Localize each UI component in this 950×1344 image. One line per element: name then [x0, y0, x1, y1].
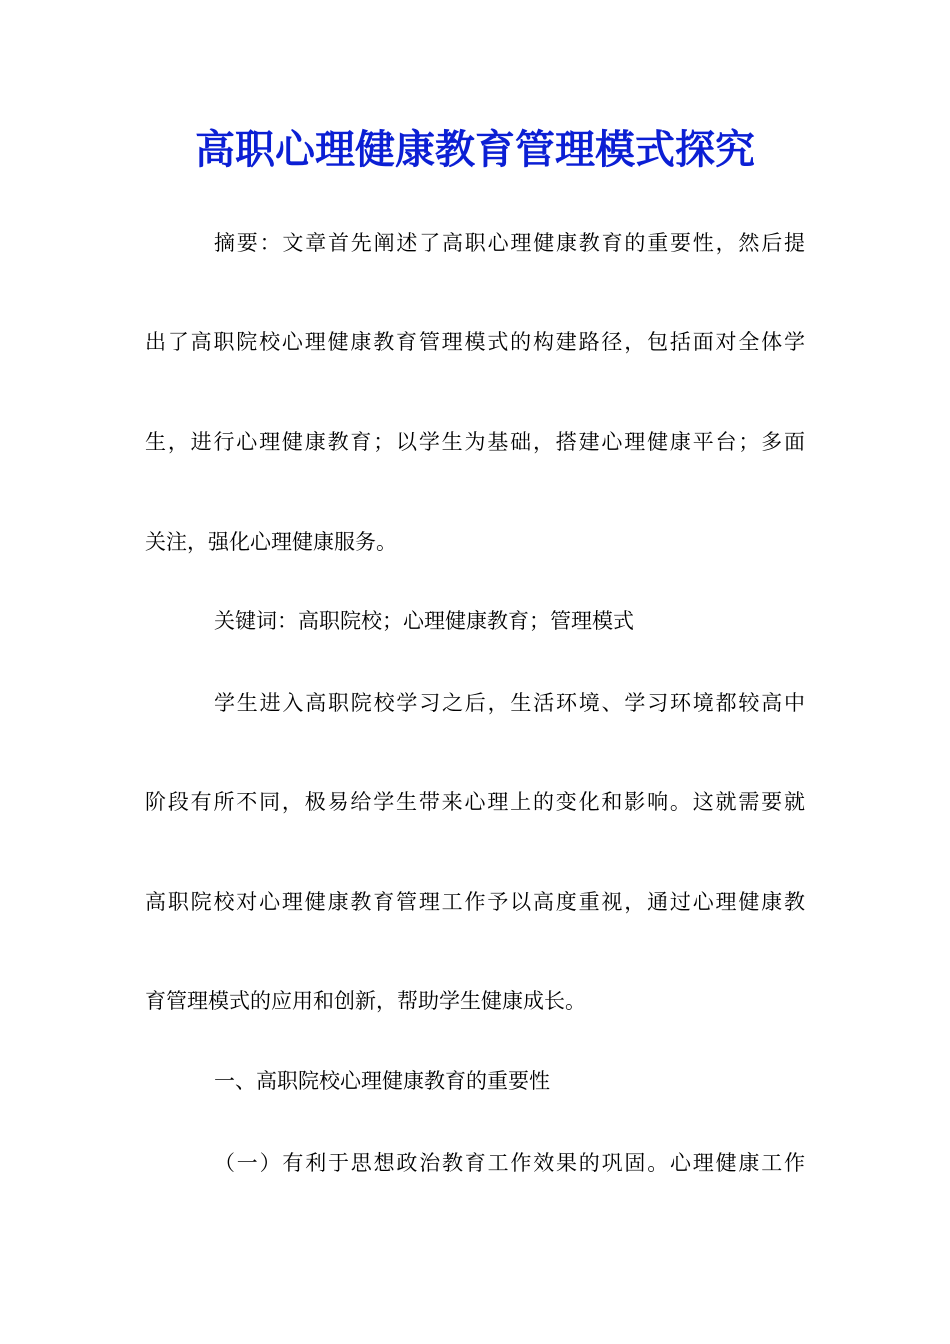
- document-title: 高职心理健康教育管理模式探究: [195, 126, 755, 173]
- abstract-line-2: 出了高职院校心理健康教育管理模式的构建路径，包括面对全体学: [145, 330, 805, 354]
- section-paragraph-line-1: （一）有利于思想政治教育工作效果的巩固。心理健康工作: [214, 1151, 805, 1175]
- intro-line-2: 阶段有所不同，极易给学生带来心理上的变化和影响。这就需要就: [145, 790, 805, 814]
- intro-line-3: 高职院校对心理健康教育管理工作予以高度重视，通过心理健康教: [145, 890, 805, 914]
- section-heading-1: 一、高职院校心理健康教育的重要性: [214, 1069, 550, 1093]
- abstract-line-3: 生，进行心理健康教育；以学生为基础，搭建心理健康平台；多面: [145, 430, 805, 454]
- abstract-line-4: 关注，强化心理健康服务。: [145, 530, 397, 554]
- intro-line-4: 育管理模式的应用和创新，帮助学生健康成长。: [145, 989, 586, 1013]
- keywords-line: 关键词：高职院校；心理健康教育；管理模式: [214, 609, 634, 633]
- intro-line-1: 学生进入高职院校学习之后，生活环境、学习环境都较高中: [214, 691, 805, 715]
- abstract-line-1: 摘要：文章首先阐述了高职心理健康教育的重要性，然后提: [214, 231, 805, 255]
